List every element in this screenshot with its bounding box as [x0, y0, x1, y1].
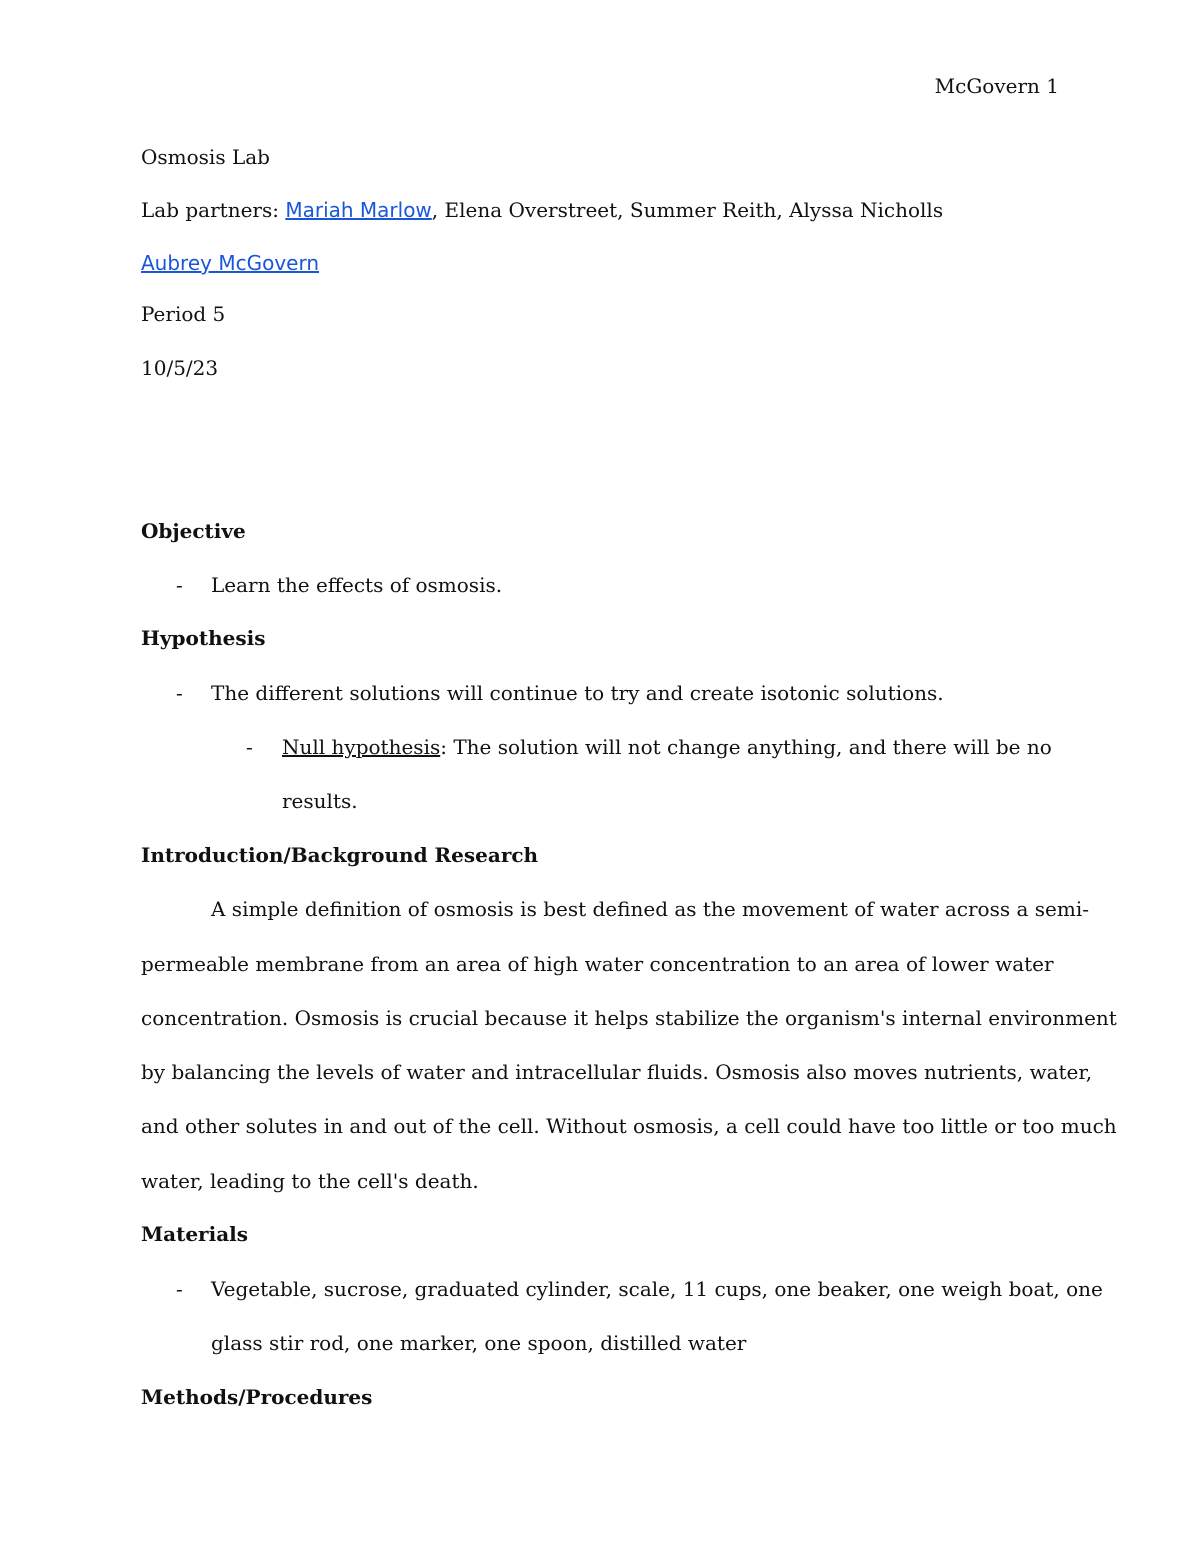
- hypothesis-item: The different solutions will continue to try and create isotonic solutions.: [211, 681, 944, 705]
- objective-bullet: -: [176, 573, 183, 597]
- intro-paragraph-line: by balancing the levels of water and intracellular fluids. Osmosis also moves nutrients, water,: [141, 1060, 1093, 1084]
- hypothesis-bullet: -: [176, 681, 183, 705]
- hypothesis-heading: Hypothesis: [141, 626, 266, 650]
- intro-heading: Introduction/Background Research: [141, 843, 539, 867]
- objective-heading: Objective: [141, 519, 246, 543]
- null-hypothesis-label: Null hypothesis: [282, 735, 441, 759]
- lab-partners-rest: , Elena Overstreet, Summer Reith, Alyssa Nicholls: [431, 198, 944, 222]
- document-title: Osmosis Lab: [141, 145, 270, 169]
- date-line: 10/5/23: [141, 356, 219, 380]
- intro-paragraph-line: A simple definition of osmosis is best defined as the movement of water across a semi-: [211, 897, 1089, 921]
- period-line: Period 5: [141, 302, 226, 326]
- materials-item-line: glass stir rod, one marker, one spoon, distilled water: [211, 1331, 747, 1355]
- objective-item: Learn the effects of osmosis.: [211, 573, 503, 597]
- running-head: McGovern 1: [934, 74, 1059, 98]
- author-line: [141, 251, 319, 275]
- null-hypothesis-text: : The solution will not change anything, and there will be no: [440, 735, 1052, 759]
- intro-paragraph-line: water, leading to the cell's death.: [141, 1169, 479, 1193]
- intro-paragraph-line: and other solutes in and out of the cell. Without osmosis, a cell could have too little or too much: [141, 1114, 1117, 1138]
- null-hypothesis-line: [282, 735, 1052, 759]
- author-link[interactable]: Aubrey McGovern: [141, 251, 320, 275]
- null-hypothesis-bullet: -: [246, 735, 253, 759]
- materials-item-line: Vegetable, sucrose, graduated cylinder, scale, 11 cups, one beaker, one weigh boat, one: [211, 1277, 1103, 1301]
- intro-paragraph-line: permeable membrane from an area of high water concentration to an area of lower water: [141, 952, 1054, 976]
- lab-partners-line: [141, 198, 943, 222]
- lab-partners-prefix: Lab partners:: [141, 198, 286, 222]
- methods-heading: Methods/Procedures: [141, 1385, 373, 1409]
- materials-heading: Materials: [141, 1222, 249, 1246]
- partner-link-mariah[interactable]: Mariah Marlow: [285, 198, 432, 222]
- null-hypothesis-continuation: results.: [282, 789, 358, 813]
- intro-paragraph-line: concentration. Osmosis is crucial because it helps stabilize the organism's internal environment: [141, 1006, 1117, 1030]
- materials-bullet: -: [176, 1277, 183, 1301]
